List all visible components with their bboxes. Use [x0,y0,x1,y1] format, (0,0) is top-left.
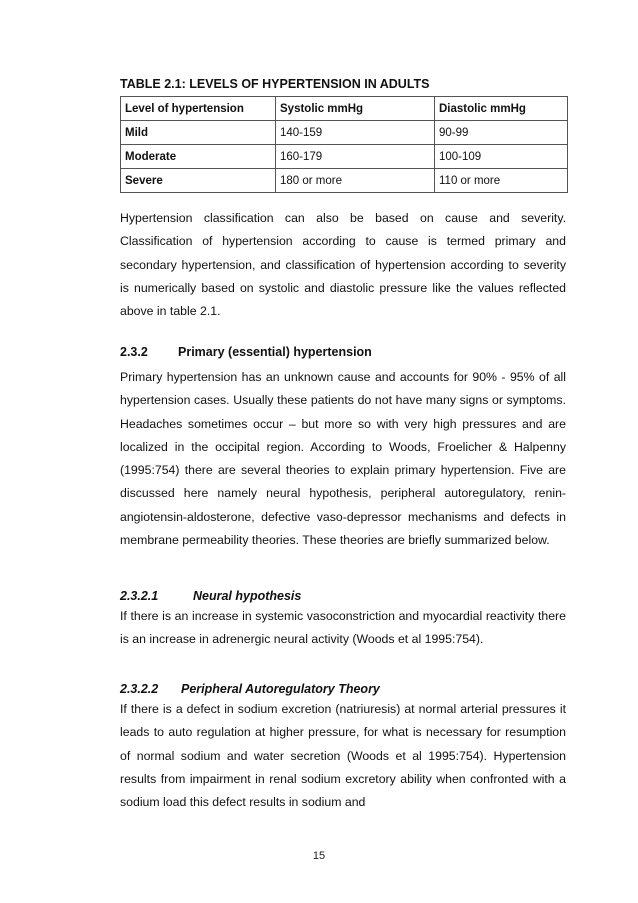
section-title: Neural hypothesis [193,589,302,603]
header-level: Level of hypertension [121,97,276,121]
row-diastolic: 90-99 [435,121,568,145]
row-systolic: 140-159 [276,121,435,145]
row-diastolic: 100-109 [435,145,568,169]
table-title: TABLE 2.1: LEVELS OF HYPERTENSION IN ADULTS [120,77,430,91]
section-number: 2.3.2.2 [120,682,159,696]
row-level: Severe [121,169,276,193]
row-level: Moderate [121,145,276,169]
table-row [121,145,568,169]
header-diastolic: Diastolic mmHg [435,97,568,121]
section-heading-2-3-2-1 [120,589,301,603]
section-heading-2-3-2 [120,345,372,359]
section-body-2-3-2: Primary hypertension has an unknown cause and accounts for 90% - 95% of all hypertension cases. Usually these patients do not have many signs or symptoms. Headaches sometimes occur – but more so with very high pressures and are localized in the occipital region. According to Woods, Froelicher & Halpenny (1995:754) there are several theories to explain primary hypertension. Five are discussed here namely neural hypothesis, peripheral autoregulatory, renin-angiotensin-aldosterone, defective vaso-depressor mechanisms and defects in membrane permeability theories. These theories are briefly summarized below. [120,370,566,548]
row-systolic: 160-179 [276,145,435,169]
hypertension-levels-table [120,96,568,193]
table-header-row [121,97,568,121]
table-row [121,121,568,145]
table-row [121,169,568,193]
page-number: 15 [312,850,326,862]
section-heading-2-3-2-2 [120,682,380,696]
header-systolic: Systolic mmHg [276,97,435,121]
intro-paragraph: Hypertension classification can also be based on cause and severity. Classification of hypertension according to cause is termed primary and secondary hypertension, and classification of hypertension according to severity is numerically based on systolic and diastolic pressure like the values reflected above in table 2.1. [120,211,566,319]
row-diastolic: 110 or more [435,169,568,193]
section-body-2-3-2-1: If there is an increase in systemic vasoconstriction and myocardial reactivity there is an increase in adrenergic neural activity (Woods et al 1995:754). [120,609,566,647]
section-number: 2.3.2.1 [120,589,159,603]
section-title: Peripheral Autoregulatory Theory [181,682,380,696]
section-title: Primary (essential) hypertension [178,345,372,359]
section-body-2-3-2-2: If there is a defect in sodium excretion (natriuresis) at normal arterial pressures it leads to auto regulation at higher pressure, for what is necessary for resumption of normal sodium and water secretion (Woods et al 1995:754). Hypertension results from impairment in renal sodium excretory ability when confronted with a sodium load this defect results in sodium and [120,702,566,810]
row-systolic: 180 or more [276,169,435,193]
row-level: Mild [121,121,276,145]
section-number: 2.3.2 [120,345,148,359]
